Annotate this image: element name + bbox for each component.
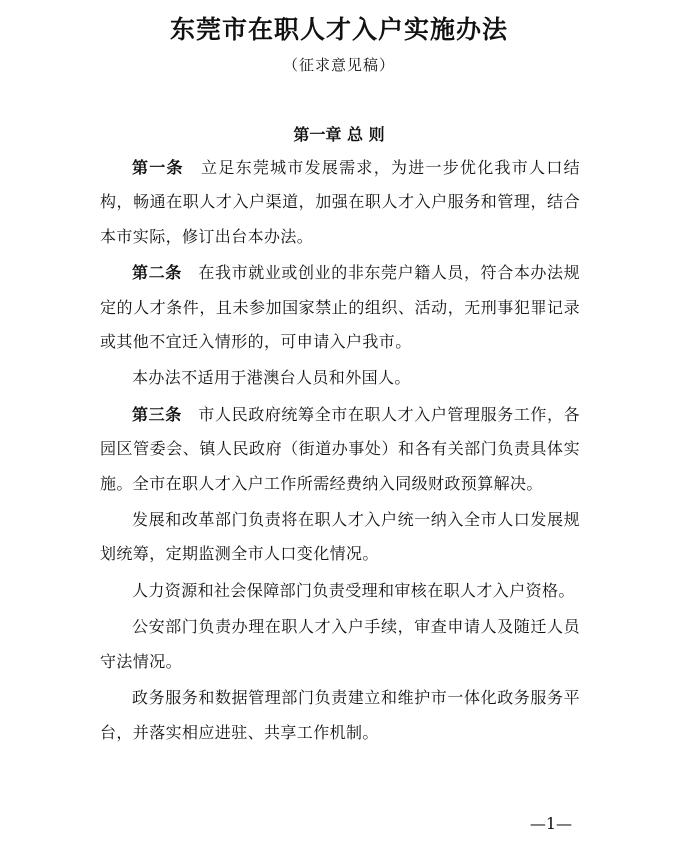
paragraph-text: 政务服务和数据管理部门负责建立和维护市一体化政务服务平台，并落实相应进驻、共享工作机制。 xyxy=(100,688,580,742)
document-body xyxy=(100,151,580,752)
paragraph-text: 在我市就业或创业的非东莞户籍人员，符合本办法规定的人才条件，且未参加国家禁止的组织、活动，无刑事犯罪记录或其他不宜迁入情形的，可申请入户我市。 xyxy=(100,263,581,352)
chapter-heading: 第一章 总 则 xyxy=(293,125,385,144)
article-2-note-paragraph xyxy=(100,361,580,395)
article-1-paragraph xyxy=(100,151,580,254)
public-security-paragraph xyxy=(100,610,580,679)
article-label: 第一条 xyxy=(132,158,184,177)
paragraph-text: 立足东莞城市发展需求，为进一步优化我市人口结构，畅通在职人才入户渠道，加强在职人才入户服务和管理，结合本市实际，修订出台本办法。 xyxy=(100,158,580,246)
human-resources-paragraph xyxy=(100,574,580,608)
article-2-paragraph xyxy=(100,256,580,359)
document-title: 东莞市在职人才入户实施办法 xyxy=(169,15,508,44)
paragraph-text: 本办法不适用于港澳台人员和外国人。 xyxy=(132,368,411,388)
article-3-paragraph xyxy=(100,398,580,501)
paragraph-text: 公安部门负责办理在职人才入户手续，审查申请人及随迁人员守法情况。 xyxy=(100,617,580,671)
article-label: 第三条 xyxy=(132,404,182,424)
document-subtitle: （征求意见稿） xyxy=(282,56,395,74)
paragraph-text: 发展和改革部门负责将在职人才入户统一纳入全市人口发展规划统筹，定期监测全市人口变化情况。 xyxy=(100,510,580,564)
paragraph-text: 市人民政府统筹全市在职人才入户管理服务工作，各园区管委会、镇人民政府（街道办事处）和各有关部门负责具体实施。全市在职人才入户工作所需经费纳入同级财政预算解决。 xyxy=(100,404,581,493)
development-reform-paragraph xyxy=(100,503,580,572)
article-label: 第二条 xyxy=(132,263,182,283)
government-services-paragraph xyxy=(100,681,580,750)
page-number: —1— xyxy=(529,814,572,833)
paragraph-text: 人力资源和社会保障部门负责受理和审核在职人才入户资格。 xyxy=(132,580,575,600)
